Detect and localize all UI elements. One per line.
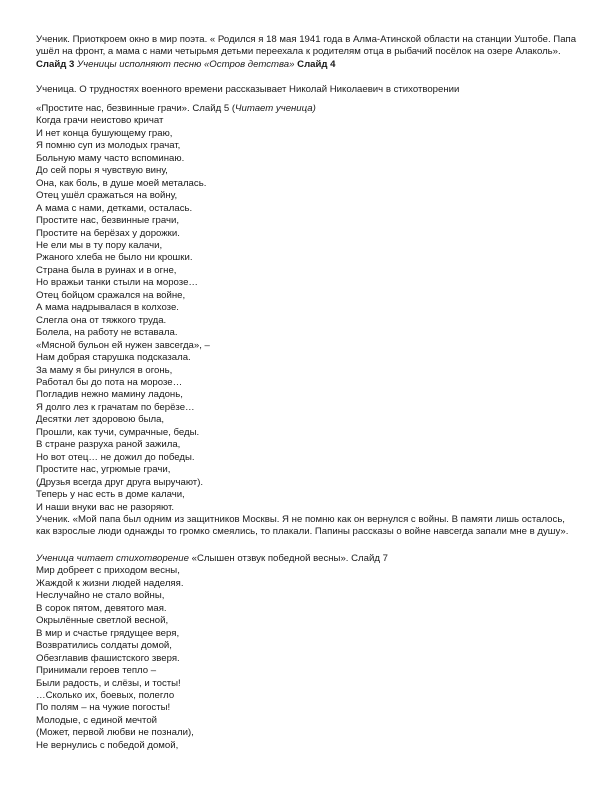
poem-line: За маму я бы ринулся в огонь, xyxy=(36,364,173,376)
poem-line: Простите на берёзах у дорожки. xyxy=(36,227,180,239)
student-intro-text: Ученица. О трудностях военного времени рассказывает Николай Николаевич в стихотворении xyxy=(36,84,460,95)
poem-line: В сорок пятом, девятого мая. xyxy=(36,602,167,614)
poem-line: «Мясной бульон ей нужен завсегда», – xyxy=(36,339,210,351)
poem-line: Работал бы до пота на морозе… xyxy=(36,376,183,388)
poem-line: А мама надрывалася в колхозе. xyxy=(36,302,179,314)
poem-2-title-text: «Слышен отзвук победной весны». Слайд 7 xyxy=(188,553,388,564)
poem-line: Неслучайно не стало войны, xyxy=(36,590,165,602)
poem-line: Болела, на работу не вставала. xyxy=(36,327,178,339)
poem-line: Я долго лез к грачатам по берёзе… xyxy=(36,401,195,413)
intro-text: Ученик. Приоткроем окно в мир поэта. « Родился я 18 мая 1941 года в Алма-Атинской области на станции Уштобе. Папа ушёл на фронт, а мама с нами четырьмя детьми переехала к родителям отца в рыбачий посёлок на озере Алаколь». xyxy=(36,34,577,58)
poem-line: Страна была в руинах и в огне, xyxy=(36,264,177,276)
poem-line: Погладив нежно мамину ладонь, xyxy=(36,389,183,401)
poem-1-title-text: «Простите нас, безвинные грачи». Слайд 5 ( xyxy=(36,103,236,114)
student-memory-paragraph: Ученик. «Мой папа был одним из защитников Москвы. Я не помню как он вернулся с войны. В памяти лишь осталось, как взрослые люди однажды то громко смеялись, то плакали. Папины рассказы о войне навсегда запали мне в душу». xyxy=(36,513,569,538)
poem-line: Больную маму часто вспоминаю. xyxy=(36,152,185,164)
poem-line: По полям – на чужие погосты! xyxy=(36,702,171,714)
poem-line: …Сколько их, боевых, полегло xyxy=(36,689,175,701)
poem-line: Принимали героев тепло – xyxy=(36,665,157,677)
poem-line: В стране разруха раной зажила, xyxy=(36,439,181,451)
poem-line: Отец бойцом сражался на войне, xyxy=(36,289,186,301)
intro-paragraph xyxy=(36,34,581,71)
poem-line: Она, как боль, в душе моей металась. xyxy=(36,177,207,189)
poem-2-lines xyxy=(36,565,581,752)
poem-line: Простите нас, угрюмые грачи, xyxy=(36,464,171,476)
poem-line: (Друзья всегда друг друга выручают). xyxy=(36,476,204,488)
poem-line: Мир добреет с приходом весны, xyxy=(36,565,180,577)
poem-2-title xyxy=(36,553,581,565)
poem-line: Обезглавив фашистского зверя. xyxy=(36,652,180,664)
poem-line: Отец ушёл сражаться на войну, xyxy=(36,190,178,202)
student-intro-paragraph xyxy=(36,84,581,96)
poem-line: Десятки лет здоровою была, xyxy=(36,414,165,426)
poem-line: Нам добрая старушка подсказала. xyxy=(36,352,191,364)
poem-line: Молодые, с единой мечтой xyxy=(36,714,158,726)
poem-line: Слегла она от тяжкого труда. xyxy=(36,314,167,326)
poem-1 xyxy=(36,103,581,539)
poem-line: И нет конца бушующему граю, xyxy=(36,127,173,139)
poem-line: Жаждой к жизни людей наделяя. xyxy=(36,577,184,589)
poem-line: До сей поры я чувствую вину, xyxy=(36,165,168,177)
poem-line: Простите нас, безвинные грачи, xyxy=(36,215,180,227)
poem-line: Теперь у нас есть в доме калачи, xyxy=(36,489,185,501)
poem-line: Не ели мы в ту пору калачи, xyxy=(36,239,163,251)
poem-line: Прошли, как тучи, сумрачные, беды. xyxy=(36,426,200,438)
poem-line: Окрылённые светлой весной, xyxy=(36,615,169,627)
poem-line: И наши внуки вас не разоряют. xyxy=(36,501,175,513)
poem-line: Но вражьи танки стыли на морозе… xyxy=(36,277,199,289)
slide-3-label: Слайд 3 xyxy=(36,58,75,70)
poem-1-lines xyxy=(36,115,581,514)
poem-1-title xyxy=(36,103,581,115)
poem-2 xyxy=(36,553,581,752)
poem-line: Но вот отец… не дожил до победы. xyxy=(36,451,195,463)
poem-line: А мама с нами, детками, осталась. xyxy=(36,202,193,214)
poem-line: Когда грачи неистово кричат xyxy=(36,115,164,127)
poem-2-title-note: Ученица читает стихотворение xyxy=(36,553,189,564)
poem-line: Были радость, и слёзы, и тосты! xyxy=(36,677,181,689)
slide-4-label: Слайд 4 xyxy=(294,58,336,70)
poem-line: Не вернулись с победой домой, xyxy=(36,739,179,751)
poem-line: Я помню суп из молодых грачат, xyxy=(36,140,181,152)
song-note: Ученицы исполняют песню «Остров детства» xyxy=(74,58,295,70)
poem-line: Возвратились солдаты домой, xyxy=(36,640,172,652)
poem-1-title-note: Читает ученица) xyxy=(235,103,316,114)
poem-line: Ржаного хлеба не было ни крошки. xyxy=(36,252,193,264)
poem-line: (Может, первой любви не познали), xyxy=(36,727,194,739)
poem-line: В мир и счастье грядущее веря, xyxy=(36,627,180,639)
